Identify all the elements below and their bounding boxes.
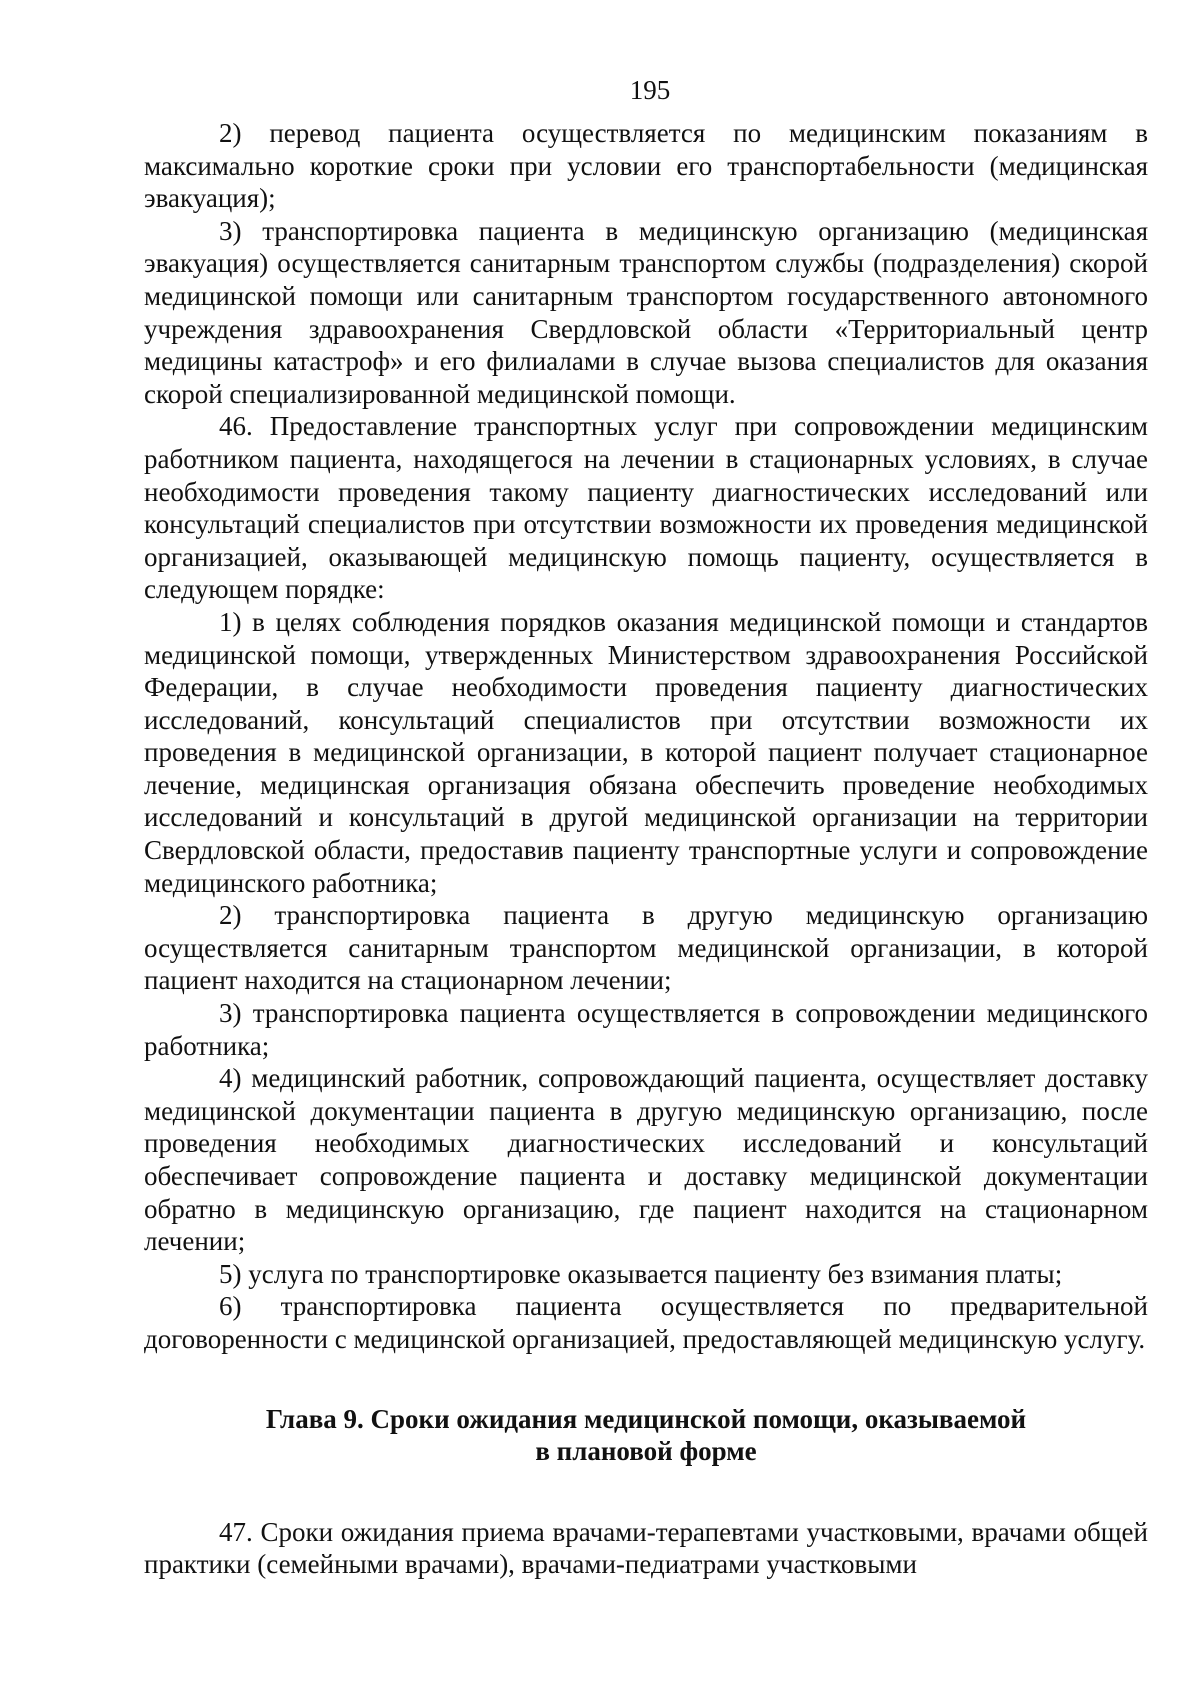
- paragraph-46-item-3: 3) транспортировка пациента осуществляется в сопровождении медицинского работника;: [144, 998, 1148, 1061]
- paragraph-46-item-2: 2) транспортировка пациента в другую медицинскую организацию осуществляется санитарным транспортом медицинской организации, в которой пациент находится на стационарном лечении;: [144, 900, 1148, 996]
- chapter-heading-line-1: Глава 9. Сроки ожидания медицинской помощи, оказываемой: [265, 1403, 1027, 1434]
- chapter-heading: [144, 1403, 1148, 1468]
- chapter-heading-line-2: в плановой форме: [535, 1436, 757, 1467]
- paragraph-46: 46. Предоставление транспортных услуг при сопровождении медицинским работником пациента, находящегося на лечении в стационарных условиях, в случае необходимости проведения такому пациенту диагностических исследований или консультаций специалистов при отсутствии возможности их проведения медицинской организацией, оказывающей медицинскую помощь пациенту, осуществляется в следующем порядке:: [144, 411, 1148, 605]
- paragraph-46-item-4: 4) медицинский работник, сопровождающий пациента, осуществляет доставку медицинской документации пациента в другую медицинскую организацию, после проведения необходимых диагностических исследований и консультаций обеспечивает сопровождение пациента и доставку медицинской документации обратно в медицинскую организацию, где пациент находится на стационарном лечении;: [144, 1063, 1148, 1257]
- page-number: 195: [629, 75, 671, 105]
- paragraph-46-item-5: 5) услуга по транспортировке оказывается пациенту без взимания платы;: [219, 1258, 1063, 1289]
- paragraph-47: 47. Сроки ожидания приема врачами-терапевтами участковыми, врачами общей практики (семейными врачами), врачами-педиатрами участковыми: [144, 1516, 1148, 1580]
- paragraph-46-item-1: 1) в целях соблюдения порядков оказания медицинской помощи и стандартов медицинской помощи, утвержденных Министерством здравоохранения Российской Федерации, в случае необходимости проведения пациенту диагностических исследований, консультаций специалистов при отсутствии возможности их проведения в медицинской организации, в которой пациент получает стационарное лечение, медицинская организация обязана обеспечить проведение необходимых исследований и консультаций в другой медицинской организации на территории Свердловской области, предоставив пациенту транспортные услуги и сопровождение медицинского работника;: [144, 606, 1148, 898]
- document-body: [144, 117, 1148, 1581]
- paragraph-item-3: 3) транспортировка пациента в медицинскую организацию (медицинская эвакуация) осуществляется санитарным транспортом службы (подразделения) скорой медицинской помощи или санитарным транспортом государственного автономного учреждения здравоохранения Свердловской области «Территориальный центр медицины катастроф» и его филиалами в случае вызова специалистов для оказания скорой специализированной медицинской помощи.: [144, 215, 1148, 409]
- paragraph-item-2: 2) перевод пациента осуществляется по медицинским показаниям в максимально короткие сроки при условии его транспортабельности (медицинская эвакуация);: [144, 118, 1148, 214]
- paragraph-46-item-6: 6) транспортировка пациента осуществляется по предварительной договоренности с медицинской организацией, предоставляющей медицинскую услугу.: [144, 1291, 1148, 1354]
